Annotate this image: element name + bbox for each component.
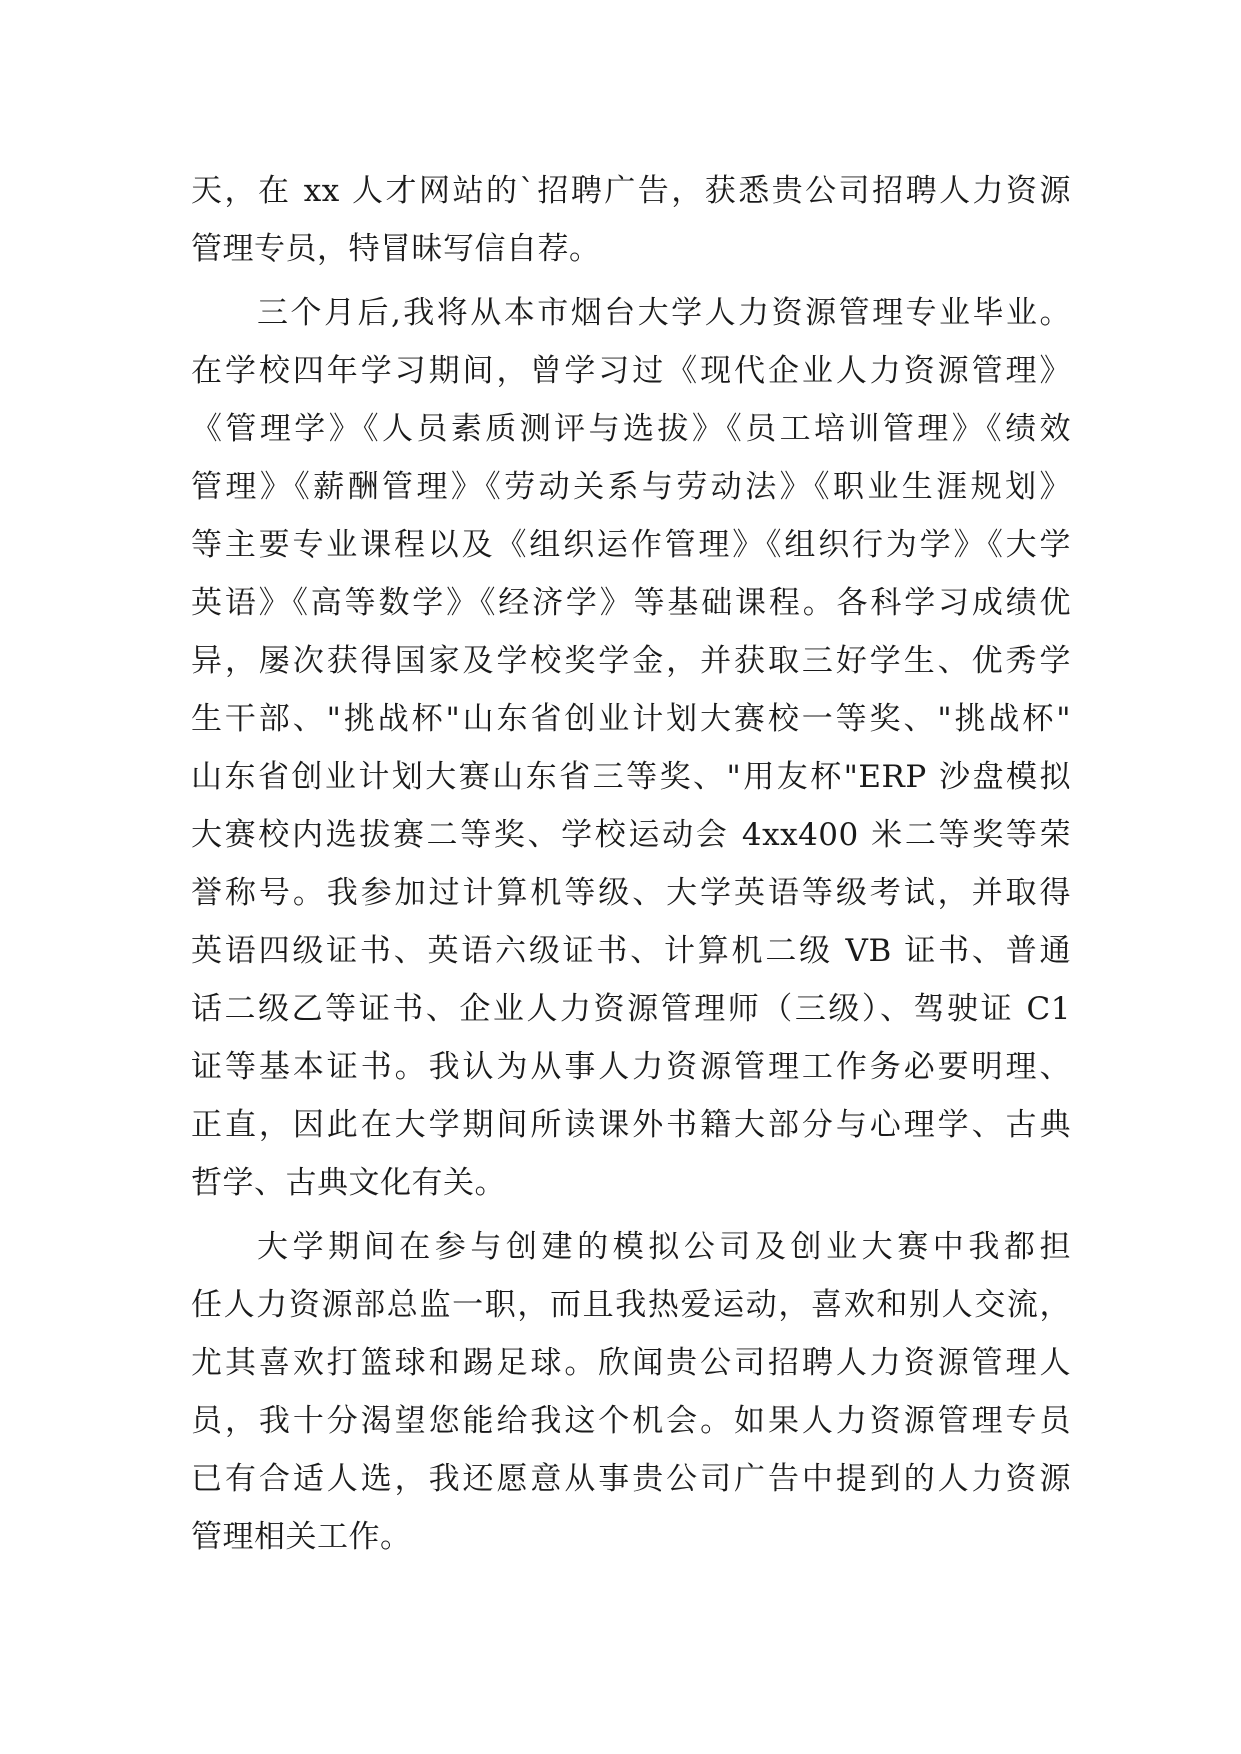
document-body — [191, 162, 1071, 1566]
text-line: 天，在 xx 人才网站的`招聘广告，获悉贵公司招聘人力资源 — [191, 173, 1071, 209]
text-line: 已有合适人选，我还愿意从事贵公司广告中提到的人力资源 — [191, 1461, 1071, 1497]
text-line: 英语》《高等数学》《经济学》等基础课程。各科学习成绩优 — [191, 585, 1071, 621]
text-line: 誉称号。我参加过计算机等级、大学英语等级考试，并取得 — [191, 875, 1071, 911]
text-line: 管理》《薪酬管理》《劳动关系与劳动法》《职业生涯规划》 — [191, 469, 1071, 505]
text-line: 异，屡次获得国家及学校奖学金，并获取三好学生、优秀学 — [191, 643, 1071, 679]
text-line: 等主要专业课程以及《组织运作管理》《组织行为学》《大学 — [191, 527, 1071, 563]
paragraph-education — [191, 284, 1071, 1212]
text-line: 大赛校内选拔赛二等奖、学校运动会 4xx400 米二等奖等荣 — [191, 817, 1071, 853]
text-line: 管理相关工作。 — [191, 1519, 412, 1555]
text-line: 在学校四年学习期间，曾学习过《现代企业人力资源管理》 — [191, 353, 1071, 389]
text-line: 话二级乙等证书、企业人力资源管理师（三级）、驾驶证 C1 — [191, 991, 1071, 1027]
text-line: 三个月后,我将从本市烟台大学人力资源管理专业毕业。 — [257, 295, 1071, 331]
text-line: 哲学、古典文化有关。 — [191, 1165, 506, 1201]
text-line: 尤其喜欢打篮球和踢足球。欣闻贵公司招聘人力资源管理人 — [191, 1345, 1071, 1381]
text-line: 大学期间在参与创建的模拟公司及创业大赛中我都担 — [257, 1229, 1071, 1265]
text-line: 生干部、"挑战杯"山东省创业计划大赛校一等奖、"挑战杯" — [191, 701, 1071, 737]
text-line: 证等基本证书。我认为从事人力资源管理工作务必要明理、 — [191, 1049, 1071, 1085]
text-line: 任人力资源部总监一职，而且我热爱运动，喜欢和别人交流， — [191, 1287, 1071, 1323]
text-line: 英语四级证书、英语六级证书、计算机二级 VB 证书、普通 — [191, 933, 1071, 969]
text-line: 正直，因此在大学期间所读课外书籍大部分与心理学、古典 — [191, 1107, 1071, 1143]
paragraph-intro — [191, 162, 1071, 278]
text-line: 管理专员，特冒昧写信自荐。 — [191, 231, 601, 267]
text-line: 《管理学》《人员素质测评与选拔》《员工培训管理》《绩效 — [191, 411, 1071, 447]
text-line: 山东省创业计划大赛山东省三等奖、"用友杯"ERP 沙盘模拟 — [191, 759, 1071, 795]
text-line: 员，我十分渴望您能给我这个机会。如果人力资源管理专员 — [191, 1403, 1071, 1439]
paragraph-activities — [191, 1218, 1071, 1566]
